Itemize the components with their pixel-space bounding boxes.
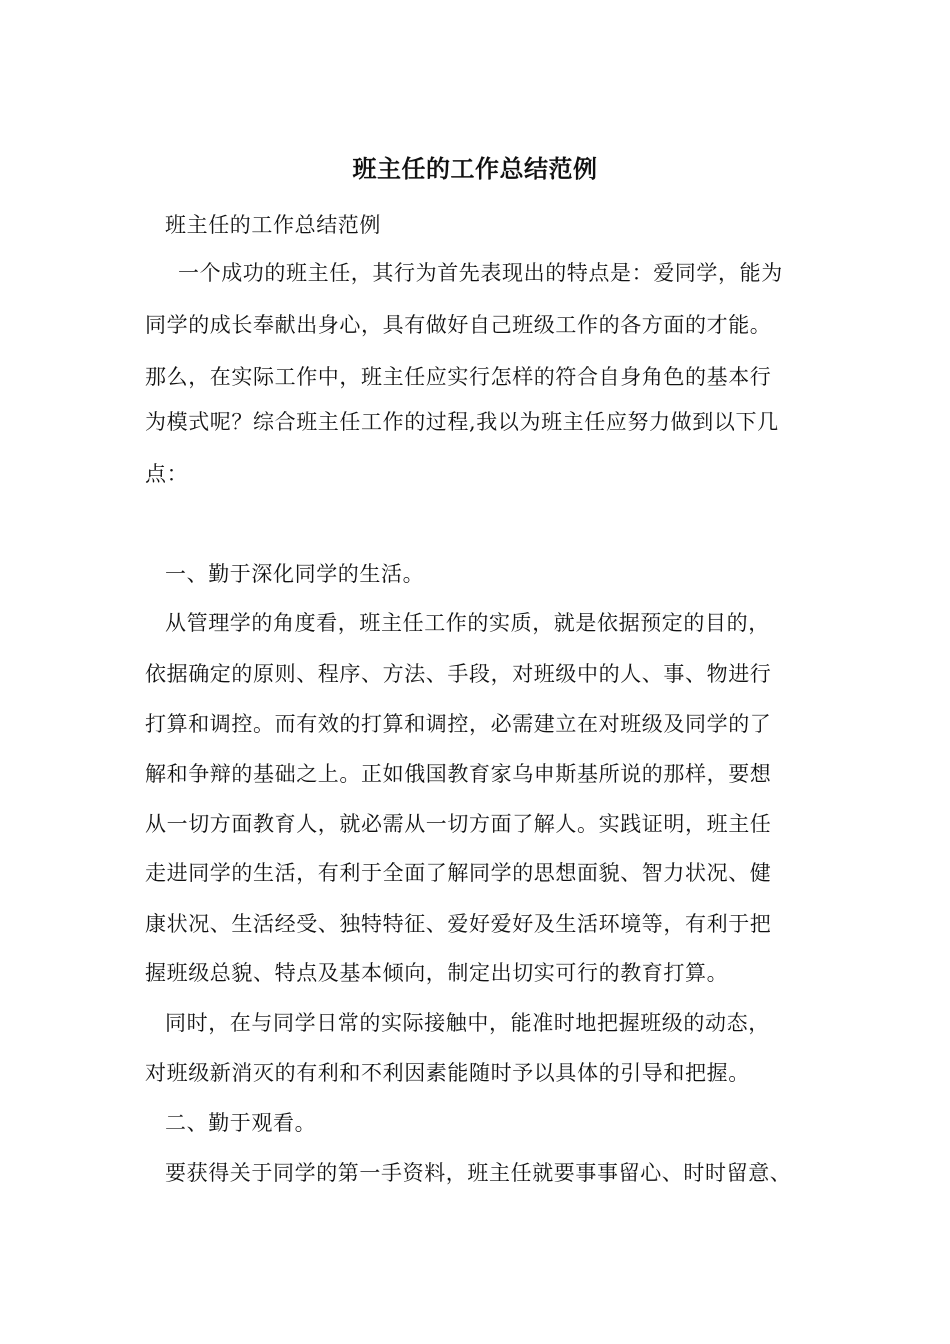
paragraph-line: 康状况、生活经受、独特特征、爱好爱好及生活环境等，有利于把 bbox=[145, 912, 772, 936]
paragraph-line: 依据确定的原则、程序、方法、手段，对班级中的人、事、物进行 bbox=[145, 662, 772, 686]
paragraph-line: 一个成功的班主任，其行为首先表现出的特点是：爱同学，能为 bbox=[178, 261, 783, 285]
section-heading: 二、勤于观看。 bbox=[165, 1111, 317, 1135]
paragraph-line: 那么，在实际工作中，班主任应实行怎样的符合自身角色的基本行 bbox=[145, 365, 772, 389]
paragraph-line: 同时，在与同学日常的实际接触中，能准时地把握班级的动态， bbox=[165, 1011, 770, 1035]
subtitle-line: 班主任的工作总结范例 bbox=[165, 213, 381, 237]
paragraph-line: 同学的成长奉献出身心，具有做好自己班级工作的各方面的才能。 bbox=[145, 313, 772, 337]
paragraph-line: 从一切方面教育人，就必需从一切方面了解人。实践证明，班主任 bbox=[145, 812, 772, 836]
paragraph-line: 对班级新消灭的有利和不利因素能随时予以具体的引导和把握。 bbox=[145, 1061, 750, 1085]
paragraph-line: 从管理学的角度看，班主任工作的实质，就是依据预定的目的， bbox=[165, 611, 770, 635]
paragraph-line: 握班级总貌、特点及基本倾向，制定出切实可行的教育打算。 bbox=[145, 961, 729, 985]
paragraph-line: 打算和调控。而有效的打算和调控，必需建立在对班级及同学的了 bbox=[145, 712, 772, 736]
paragraph-line: 点： bbox=[145, 462, 189, 486]
paragraph-line: 走进同学的生活，有利于全面了解同学的思想面貌、智力状况、健 bbox=[145, 861, 772, 885]
paragraph-line: 为模式呢？综合班主任工作的过程,我以为班主任应努力做到以下几 bbox=[145, 410, 779, 434]
document-title: 班主任的工作总结范例 bbox=[352, 154, 598, 183]
paragraph-line: 解和争辩的基础之上。正如俄国教育家乌申斯基所说的那样，要想 bbox=[145, 762, 772, 786]
section-heading: 一、勤于深化同学的生活。 bbox=[165, 562, 425, 586]
paragraph-line: 要获得关于同学的第一手资料，班主任就要事事留心、时时留意、 bbox=[165, 1161, 792, 1185]
